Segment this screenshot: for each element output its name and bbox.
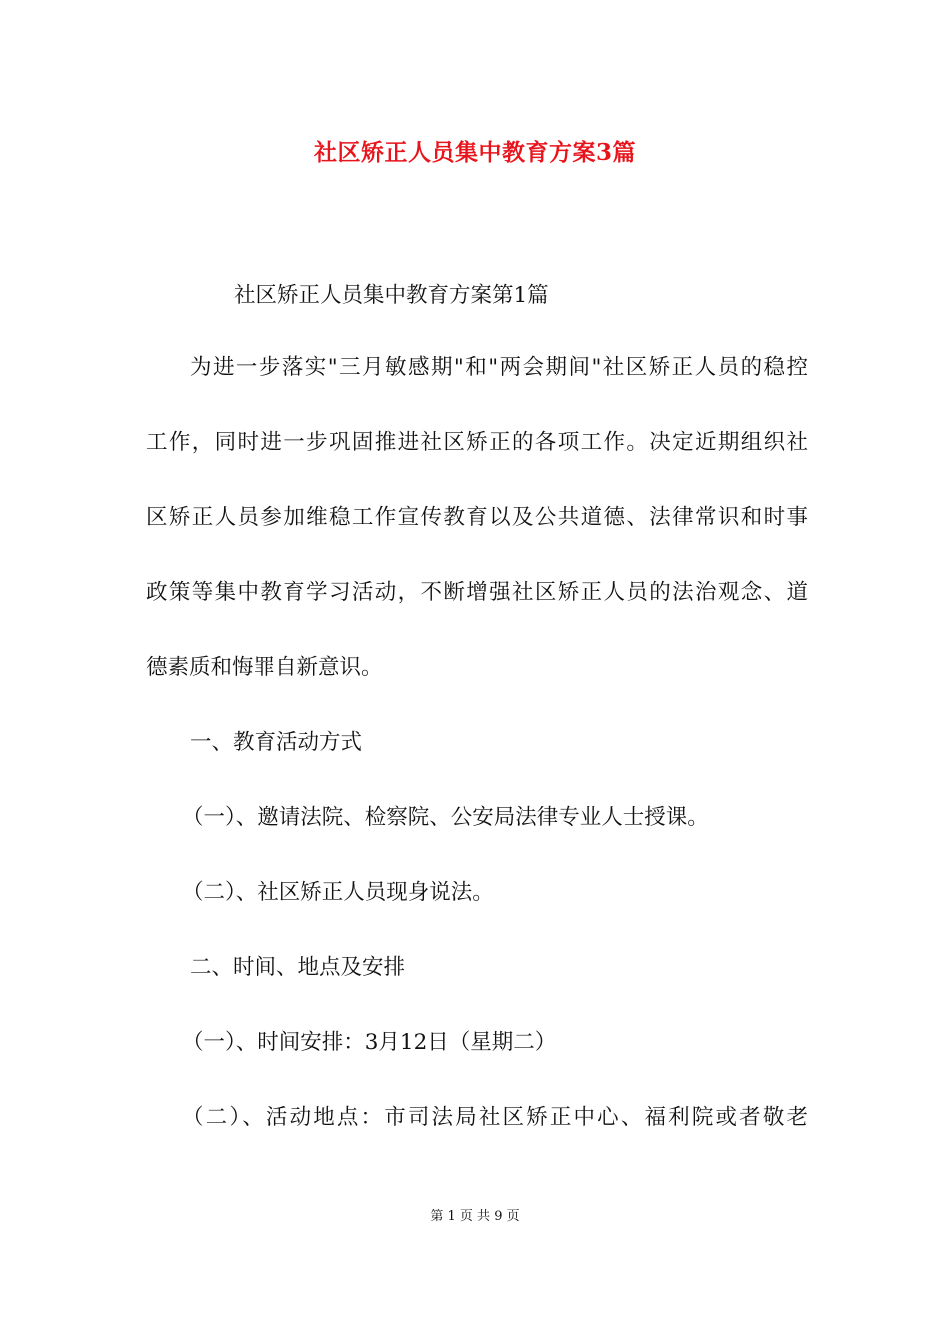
document-title: 社区矫正人员集中教育方案3篇 <box>313 139 636 166</box>
paragraph-line: 区矫正人员参加维稳工作宣传教育以及公共道德、法律常识和时事 <box>146 505 808 530</box>
paragraph-line: 为进一步落实"三月敏感期"和"两会期间"社区矫正人员的稳控 <box>190 355 808 380</box>
section-heading: 社区矫正人员集中教育方案第1篇 <box>234 283 549 308</box>
list-item: （二）、社区矫正人员现身说法。 <box>182 880 494 905</box>
paragraph-line: 德素质和悔罪自新意识。 <box>146 655 383 680</box>
paragraph-line: 工作，同时进一步巩固推进社区矫正的各项工作。决定近期组织社 <box>146 430 808 455</box>
paragraph-line: 政策等集中教育学习活动，不断增强社区矫正人员的法治观念、道 <box>146 580 808 605</box>
heading-time-place: 二、时间、地点及安排 <box>190 955 406 980</box>
page-number-footer: 第 1 页 共 9 页 <box>430 1209 520 1224</box>
heading-education-methods: 一、教育活动方式 <box>190 730 363 755</box>
list-item: （二）、活动地点：市司法局社区矫正中心、福利院或者敬老 <box>182 1105 808 1130</box>
list-item: （一）、时间安排：3月12日（星期二） <box>182 1030 557 1055</box>
list-item: （一）、邀请法院、检察院、公安局法律专业人士授课。 <box>182 805 709 830</box>
